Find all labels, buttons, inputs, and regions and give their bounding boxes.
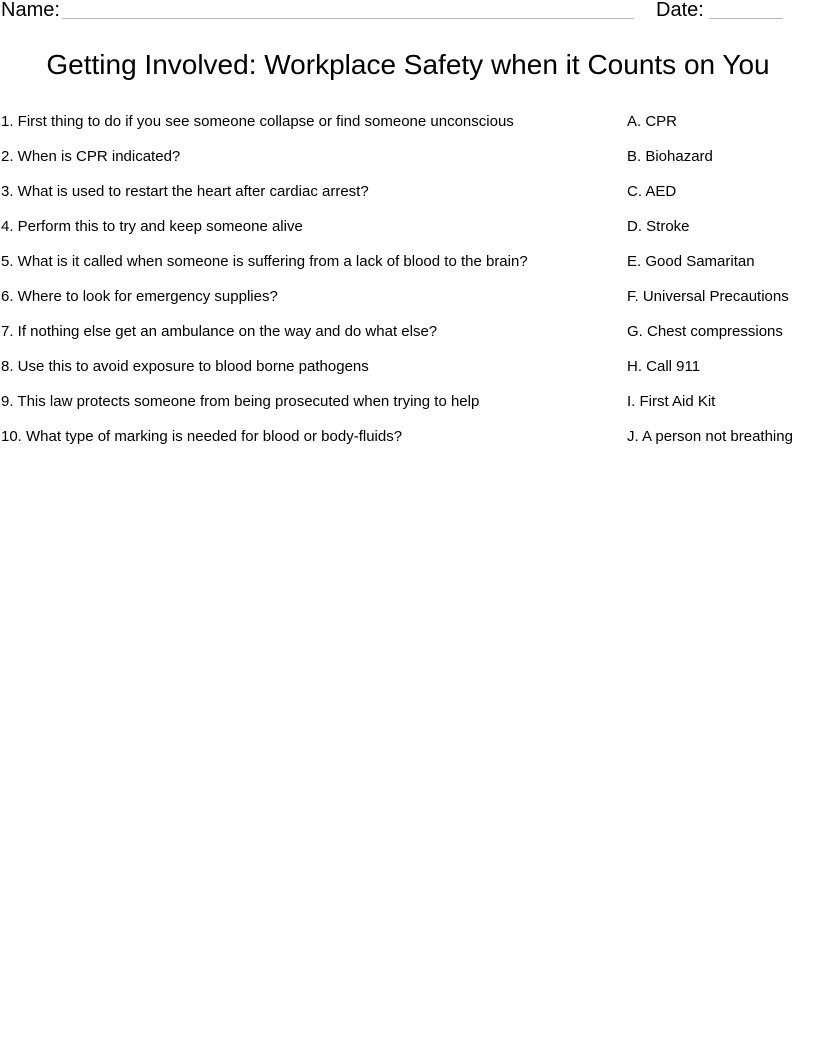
answer-item: A. CPR: [627, 113, 678, 130]
question-item: 1. First thing to do if you see someone collapse or find someone unconscious: [1, 113, 514, 130]
answer-item: E. Good Samaritan: [627, 253, 755, 270]
question-item: 6. Where to look for emergency supplies?: [1, 288, 278, 305]
question-item: 10. What type of marking is needed for blood or body-fluids?: [1, 428, 403, 445]
question-item: 5. What is it called when someone is suffering from a lack of blood to the brain?: [1, 253, 528, 270]
question-item: 8. Use this to avoid exposure to blood borne pathogens: [1, 358, 369, 375]
date-field-line[interactable]: [709, 18, 783, 19]
question-item: 9. This law protects someone from being prosecuted when trying to help: [1, 393, 480, 410]
worksheet-title: Getting Involved: Workplace Safety when it Counts on You: [46, 49, 770, 80]
question-list: [1, 112, 601, 462]
date-label: Date:: [656, 0, 704, 21]
name-label: Name:: [1, 0, 60, 21]
answer-item: D. Stroke: [627, 218, 690, 235]
answer-item: G. Chest compressions: [627, 323, 783, 340]
answer-item: I. First Aid Kit: [627, 393, 716, 410]
answer-item: C. AED: [627, 183, 677, 200]
worksheet-header: [0, 0, 816, 22]
answer-item: H. Call 911: [627, 358, 701, 375]
name-field-line[interactable]: [62, 18, 634, 19]
answer-item: B. Biohazard: [627, 148, 713, 165]
question-item: 3. What is used to restart the heart after cardiac arrest?: [1, 183, 369, 200]
answer-item: J. A person not breathing: [627, 428, 793, 445]
answer-list: [627, 112, 816, 462]
question-item: 4. Perform this to try and keep someone alive: [1, 218, 303, 235]
question-item: 2. When is CPR indicated?: [1, 148, 181, 165]
question-item: 7. If nothing else get an ambulance on the way and do what else?: [1, 323, 438, 340]
answer-item: F. Universal Precautions: [627, 288, 789, 305]
